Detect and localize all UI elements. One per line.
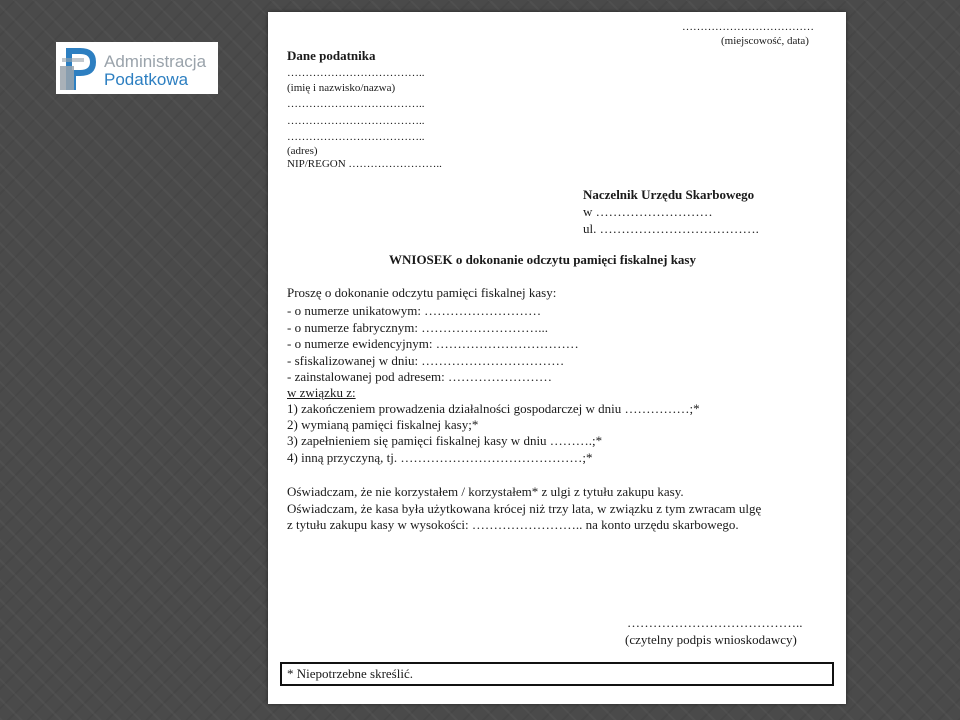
signature-label: (czytelny podpis wnioskodawcy) bbox=[625, 632, 797, 647]
footnote-box bbox=[280, 662, 834, 686]
taxpayer-heading: Dane podatnika bbox=[287, 48, 376, 63]
detail-factory-number: - o numerze fabrycznym: ………………………... bbox=[287, 320, 549, 335]
nip-regon-line: NIP/REGON …………………….. bbox=[287, 158, 442, 170]
place-date-dots: ……………………………… bbox=[682, 21, 814, 33]
reason-heading: w związku z: bbox=[287, 385, 356, 400]
logo-mark-icon bbox=[58, 44, 102, 92]
office-street-line: ul. ………………………………. bbox=[583, 221, 759, 236]
request-intro: Proszę o dokonanie odczytu pamięci fiskalnej kasy: bbox=[287, 285, 557, 300]
reason-1: 1) zakończeniem prowadzenia działalności gospodarczej w dniu ……………;* bbox=[287, 401, 700, 416]
name-dots: ……………………………….. bbox=[287, 67, 425, 79]
logo-text-line2: Podatkowa bbox=[104, 70, 189, 89]
office-city-line: w ……………………… bbox=[583, 204, 713, 219]
administracja-podatkowa-logo bbox=[56, 42, 218, 94]
place-date-label: (miejscowość, data) bbox=[721, 35, 809, 47]
reason-3: 3) zapełnieniem się pamięci fiskalnej kasy w dniu ……….;* bbox=[287, 433, 603, 448]
office-heading: Naczelnik Urzędu Skarbowego bbox=[583, 187, 755, 202]
declaration-return-line-1: Oświadczam, że kasa była użytkowana krócej niż trzy lata, w związku z tym zwracam ulgę bbox=[287, 501, 762, 516]
address-label: (adres) bbox=[287, 145, 318, 157]
reason-4: 4) inną przyczyną, tj. ……………………………………;* bbox=[287, 450, 593, 465]
form-title: WNIOSEK o dokonanie odczytu pamięci fiskalnej kasy bbox=[389, 252, 696, 267]
logo-text-line1: Administracja bbox=[104, 52, 207, 71]
detail-registration-number: - o numerze ewidencyjnym: …………………………… bbox=[287, 336, 579, 351]
reason-2: 2) wymianą pamięci fiskalnej kasy;* bbox=[287, 417, 479, 432]
footnote-text: * Niepotrzebne skreślić. bbox=[287, 666, 413, 681]
address-dots-line-3: ……………………………….. bbox=[287, 131, 425, 143]
detail-unique-number: - o numerze unikatowym: ……………………… bbox=[287, 303, 542, 318]
declaration-return-line-2: z tytułu zakupu kasy w wysokości: …………………….. na konto urzędu skarbowego. bbox=[287, 517, 739, 532]
address-dots-line-2: ……………………………….. bbox=[287, 115, 425, 127]
detail-installation-address: - zainstalowanej pod adresem: …………………… bbox=[287, 369, 552, 384]
form-document bbox=[268, 12, 846, 704]
name-label: (imię i nazwisko/nazwa) bbox=[287, 82, 396, 94]
signature-dots: ………………………………….. bbox=[627, 615, 803, 630]
declaration-relief: Oświadczam, że nie korzystałem / korzystałem* z ulgi z tytułu zakupu kasy. bbox=[287, 484, 684, 499]
detail-fiscalization-date: - sfiskalizowanej w dniu: …………………………… bbox=[287, 353, 565, 368]
address-dots-line-1: ……………………………….. bbox=[287, 98, 425, 110]
